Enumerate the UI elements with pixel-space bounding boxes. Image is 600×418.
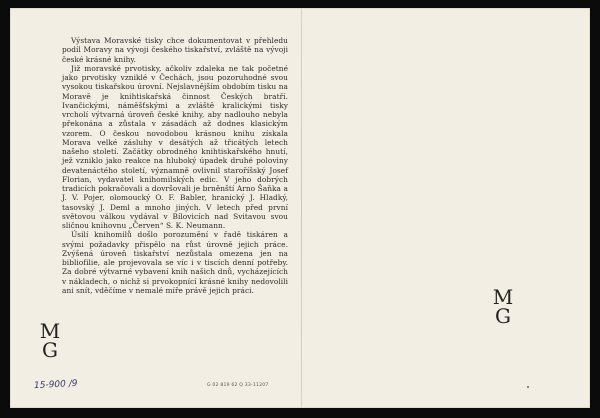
center-fold	[301, 8, 302, 408]
ink-dot	[527, 386, 529, 388]
monogram-right	[491, 285, 515, 328]
document-body	[62, 36, 288, 295]
monogram-left-g: G	[42, 338, 58, 362]
paragraph-3: Úsilí knihomilů došlo porozumění v řadě tiskáren a svými požadavky přispělo na růst úrovně jejich práce. Zvýšená úroveň tiskařství nezůstala omezena jen na bibliofilie, ale projevovala se víc i v tiscích denní potřeby. Za dobré výtvarné vybavení knih našich dnů, vycházejících v nákladech, o nichž si prvokopnící krásné knihy nedovolili ani snít, vděčíme v nemalé míře právě jejich práci.	[62, 230, 288, 295]
paragraph-2: Již moravské prvotisky, ačkoliv zdaleka ne tak početné jako prvotisky vzniklé v Čechách, jsou pozoruhodné svou vysokou tiskařskou úrovní. Nejslavnějším obdobím tisku na Moravě je knihtiskařská činnost Českých bratří. Ivančickými, náměšťskými a zvláště kralickými tisky vrcholí výtvarná úroveň české knihy, aby nadlouho nebyla překonána a zůstala v zásadách až dodnes klasickým vzorem. O českou novodobou krásnou knihu získala Morava velké zásluhy v desátých až třicátých letech našeho století. Začátky obrodného knihtiskařského hnutí, jež vzniklo jako reakce na hluboký úpadek druhé poloviny devatenáctého století, významně ovlivnil staroříšský Josef Florian, vydavatel knihomilských edic. V jeho dobrých tradicích pokračovali a dovršovali je brněnští Arno Šaňka a J. V. Pojer, olomoucký O. F. Babler, hranický J. Hladký, tasovský J. Deml a mnoho jiných. V letech před první světovou válkou vydával v Bílovicích nad Svitavou svou sličnou knihovnu „Červen“ S. K. Neumann.	[62, 63, 288, 230]
monogram-left	[38, 319, 62, 362]
paragraph-1: Výstava Moravské tisky chce dokumentovat v přehledu podíl Moravy na vývoji českého tiskařství, zvláště na vývoji české krásné knihy.	[62, 36, 288, 64]
monogram-right-g: G	[495, 304, 511, 328]
monogram-left-m: M	[39, 319, 61, 343]
handwritten-note: 15-900 /9	[33, 378, 78, 392]
print-code: G 02 819 62 Q 33-11207	[207, 383, 269, 388]
monogram-right-m: M	[492, 285, 514, 309]
